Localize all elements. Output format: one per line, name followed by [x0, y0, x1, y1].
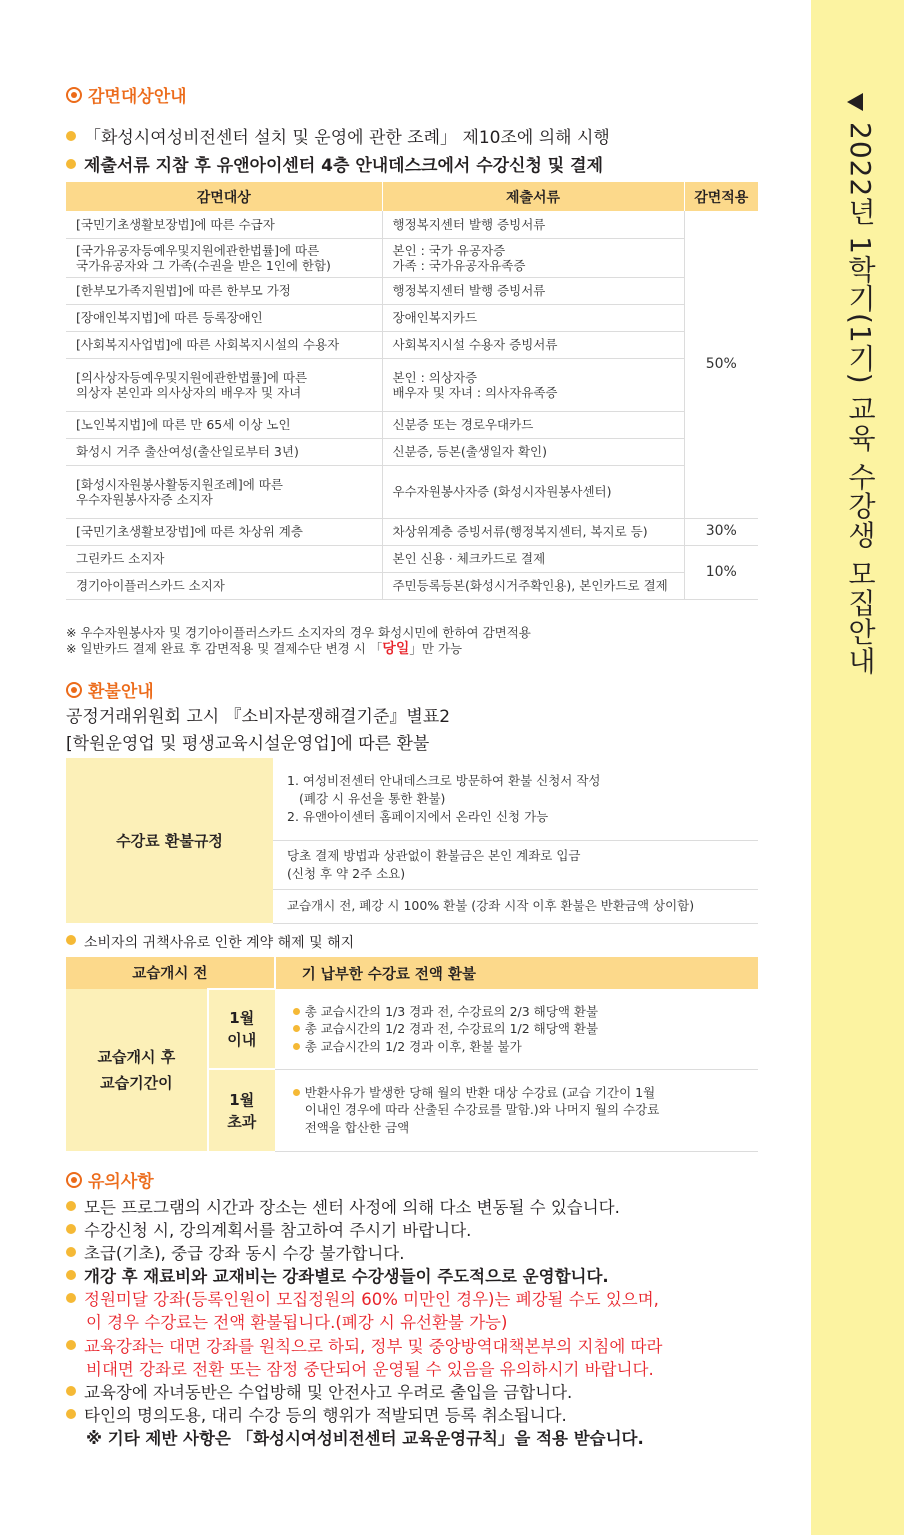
after-label: 교습개시 후 교습기간이 — [66, 989, 208, 1151]
list-item: 교육장에 자녀동반은 수업방해 및 안전사고 우려로 출입을 금합니다. — [66, 1381, 662, 1404]
discount-docs: 본인 신용 · 체크카드로 결제 — [382, 545, 684, 572]
list-item: 정원미달 강좌(등록인원이 모집정원의 60% 미만인 경우)는 폐강될 수도 있으며, — [66, 1288, 662, 1311]
circle-bullet-icon — [66, 87, 82, 103]
table-header: 감면대상 — [66, 182, 382, 211]
rate-50: 50% — [684, 211, 758, 518]
before-value: 기 납부한 수강료 전액 환불 — [275, 957, 758, 989]
discount-docs: 주민등록등본(화성시거주확인용), 본인카드로 결제 — [382, 572, 684, 599]
bullet-dot-icon — [66, 1386, 76, 1396]
discount-target: [국민기초생활보장법]에 따른 수급자 — [66, 211, 382, 238]
over-items: 반환사유가 발생한 당해 월의 반환 대상 수강료 (교습 기간이 1월 이내인 경우에 따라 산출된 수강료를 말함.)와 나머지 월의 수강료 전액을 합산한 금액 — [275, 1069, 758, 1151]
discount-target: 그린카드 소지자 — [66, 545, 382, 572]
discount-line1: 「화성시여성비전센터 설치 및 운영에 관한 조례」 제10조에 의해 시행 — [66, 123, 610, 148]
before-label: 교습개시 전 — [66, 957, 275, 989]
refund-period-table — [66, 957, 758, 1152]
bullet-dot-icon — [293, 1025, 300, 1032]
bullet-dot-icon — [66, 1270, 76, 1280]
discount-docs: 장애인복지카드 — [382, 304, 684, 331]
refund-rule-label: 수강료 환불규정 — [66, 758, 273, 923]
sidebar-title: 2022년 1학기(1기) 교육 수강생 모집안내 — [844, 122, 877, 676]
discount-target: [국민기초생활보장법]에 따른 차상위 계층 — [66, 518, 382, 545]
list-item: 타인의 명의도용, 대리 수강 등의 행위가 적발되면 등록 취소됩니다. — [66, 1404, 662, 1427]
list-item: 초급(기초), 중급 강좌 동시 수강 불가합니다. — [66, 1242, 662, 1265]
table-row — [66, 304, 758, 331]
section-title-refund: 환불안내 — [66, 677, 154, 702]
discount-target: [장애인복지법]에 따른 등록장애인 — [66, 304, 382, 331]
discount-target: [한부모가족지원법]에 따른 한부모 가정 — [66, 277, 382, 304]
bullet-dot-icon — [66, 935, 76, 945]
table-row — [66, 411, 758, 438]
table-row — [66, 277, 758, 304]
list-item: 교육강좌는 대면 강좌를 원칙으로 하되, 정부 및 중앙방역대책본부의 지침에 따라 — [66, 1335, 662, 1358]
bullet-dot-icon — [66, 1201, 76, 1211]
table-row — [66, 358, 758, 411]
list-item: 개강 후 재료비와 교재비는 강좌별로 수강생들이 주도적으로 운영합니다. — [66, 1265, 662, 1288]
discount-docs: 우수자원봉사자증 (화성시자원봉사센터) — [382, 465, 684, 518]
discount-target: [국가유공자등예우및지원에관한법률]에 따른 국가유공자와 그 가족(수권을 받은 1인에 한함) — [66, 238, 382, 277]
over-1-month: 1월 초과 — [208, 1069, 275, 1151]
refund-rule-1: 1. 여성비전센터 안내데스크로 방문하여 환불 신청서 작성 (폐강 시 유선을 통한 환불) 2. 유앤아이센터 홈페이지에서 온라인 신청 가능 — [273, 758, 758, 840]
table-row — [66, 331, 758, 358]
table-row — [66, 518, 758, 545]
consumer-line: 소비자의 귀책사유로 인한 계약 해제 및 해지 — [66, 932, 354, 952]
triangle-left-icon — [847, 93, 863, 111]
bullet-dot-icon — [66, 1340, 76, 1350]
section-title-discount: 감면대상안내 — [66, 82, 187, 107]
notice-list — [66, 1196, 662, 1450]
list-item: 비대면 강좌로 전환 또는 잠정 중단되어 운영될 수 있음을 유의하시기 바랍니다. — [86, 1359, 654, 1379]
list-item: 이 경우 수강료는 전액 환불됩니다.(폐강 시 유선환불 가능) — [86, 1313, 508, 1333]
refund-line2: [학원운영업 및 평생교육시설운영업]에 따른 환불 — [66, 734, 430, 754]
circle-bullet-icon — [66, 1172, 82, 1188]
table-row — [66, 465, 758, 518]
bullet-dot-icon — [66, 1224, 76, 1234]
discount-line2: 제출서류 지참 후 유앤아이센터 4층 안내데스크에서 수강신청 및 결제 — [66, 151, 603, 176]
discount-target: 경기아이플러스카드 소지자 — [66, 572, 382, 599]
within-items: 총 교습시간의 1/3 경과 전, 수강료의 2/3 해당액 환불 총 교습시간의 1/2 경과 전, 수강료의 1/2 해당액 환불 총 교습시간의 1/2 경과 이후, 환불 불가 — [275, 989, 758, 1069]
refund-rule-3: 교습개시 전, 폐강 시 100% 환불 (강좌 시작 이후 환불은 반환금액 상이함) — [273, 889, 758, 923]
table-row — [66, 545, 758, 572]
table-row — [66, 572, 758, 599]
discount-docs: 신분증, 등본(출생일자 확인) — [382, 438, 684, 465]
bullet-dot-icon — [293, 1043, 300, 1050]
circle-bullet-icon — [66, 682, 82, 698]
discount-docs: 행정복지센터 발행 증빙서류 — [382, 277, 684, 304]
refund-line1: 공정거래위원회 고시 『소비자분쟁해결기준』별표2 — [66, 707, 451, 727]
list-item: ※ 기타 제반 사항은 「화성시여성비전센터 교육운영규칙」을 적용 받습니다. — [86, 1428, 644, 1448]
discount-docs: 행정복지센터 발행 증빙서류 — [382, 211, 684, 238]
bullet-dot-icon — [66, 1293, 76, 1303]
rate-30: 30% — [684, 518, 758, 545]
table-header: 감면적용 — [684, 182, 758, 211]
discount-docs: 본인 : 의상자증 배우자 및 자녀 : 의사자유족증 — [382, 358, 684, 411]
rate-10: 10% — [684, 545, 758, 599]
bullet-dot-icon — [293, 1089, 300, 1096]
discount-target: 화성시 거주 출산여성(출산일로부터 3년) — [66, 438, 382, 465]
discount-target: [노인복지법]에 따른 만 65세 이상 노인 — [66, 411, 382, 438]
discount-docs: 사회복지시설 수용자 증빙서류 — [382, 331, 684, 358]
bullet-dot-icon — [66, 131, 76, 141]
discount-docs: 본인 : 국가 유공자증 가족 : 국가유공자유족증 — [382, 238, 684, 277]
table-row — [66, 211, 758, 238]
table-header: 제출서류 — [382, 182, 684, 211]
section-title-notice: 유의사항 — [66, 1167, 154, 1192]
bullet-dot-icon — [66, 159, 76, 169]
discount-note2: ※ 일반카드 결제 완료 후 감면적용 및 결제수단 변경 시 「당일」만 가능 — [66, 641, 463, 657]
table-row — [66, 438, 758, 465]
list-item: 모든 프로그램의 시간과 장소는 센터 사정에 의해 다소 변동될 수 있습니다. — [66, 1196, 662, 1219]
discount-target: [사회복지사업법]에 따른 사회복지시설의 수용자 — [66, 331, 382, 358]
discount-docs: 신분증 또는 경로우대카드 — [382, 411, 684, 438]
list-item: 수강신청 시, 강의계획서를 참고하여 주시기 바랍니다. — [66, 1219, 662, 1242]
refund-rule-2: 당초 결제 방법과 상관없이 환불금은 본인 계좌로 입금 (신청 후 약 2주 소요) — [273, 840, 758, 889]
discount-docs: 차상위계층 증빙서류(행정복지센터, 복지로 등) — [382, 518, 684, 545]
bullet-dot-icon — [66, 1409, 76, 1419]
discount-table — [66, 182, 758, 600]
bullet-dot-icon — [66, 1247, 76, 1257]
within-1-month: 1월 이내 — [208, 989, 275, 1069]
discount-target: [화성시자원봉사활동지원조례]에 따른 우수자원봉사자증 소지자 — [66, 465, 382, 518]
discount-target: [의사상자등예우및지원에관한법률]에 따른 의상자 본인과 의사상자의 배우자 및 자녀 — [66, 358, 382, 411]
table-row — [66, 238, 758, 277]
bullet-dot-icon — [293, 1008, 300, 1015]
refund-rule-table — [66, 758, 758, 924]
discount-note1: ※ 우수자원봉사자 및 경기아이플러스카드 소지자의 경우 화성시민에 한하여 감면적용 — [66, 625, 531, 640]
